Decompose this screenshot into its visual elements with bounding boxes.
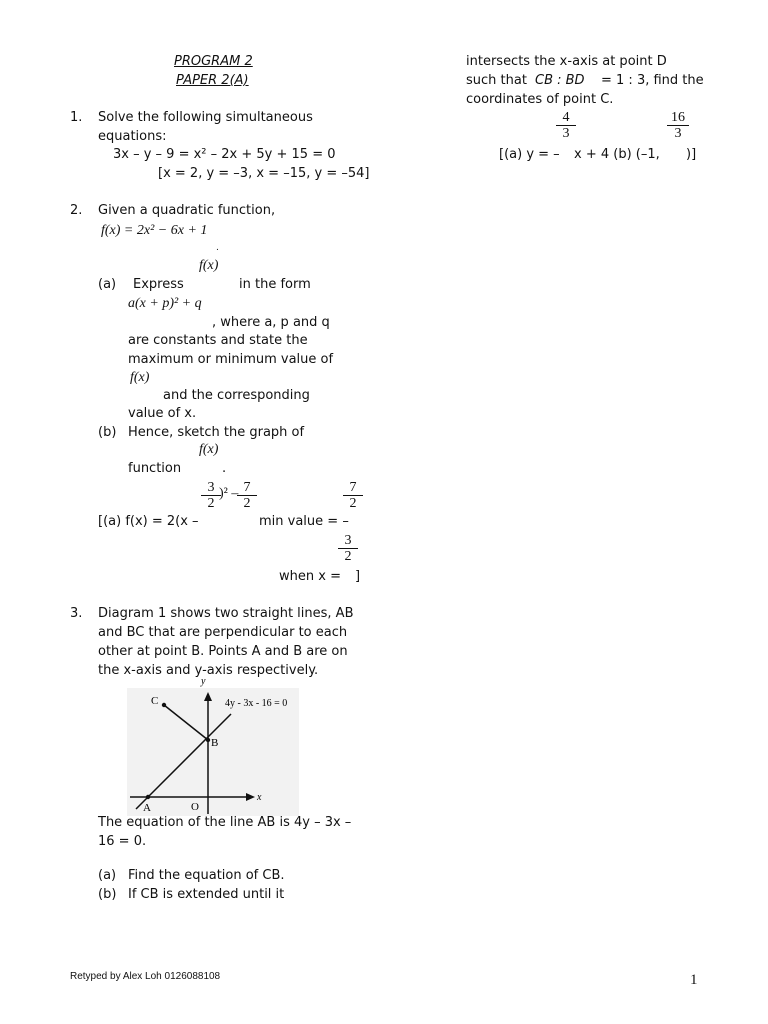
- label-o: O: [191, 801, 199, 813]
- q3-equation-line2: 16 = 0.: [98, 834, 147, 849]
- q2b-line1: Hence, sketch the graph of: [128, 425, 305, 440]
- q3-line4: the x-axis and y-axis respectively.: [98, 663, 319, 678]
- q1-equation: 3x – y – 9 = x² – 2x + 5y + 15 = 0: [113, 147, 336, 162]
- q1-number: 1.: [70, 110, 83, 125]
- q3b-label: (b): [98, 887, 117, 902]
- q3-equation-line1: The equation of the line AB is 4y – 3x –: [98, 815, 352, 830]
- label-b: B: [211, 737, 219, 749]
- q2-answer-fraction-2: $\frac{7}{2}$: [237, 480, 257, 511]
- diagram-1: [127, 676, 299, 816]
- footer-credit: Retyped by Alex Loh 0126088108: [70, 971, 221, 982]
- q2-answer-close: ]: [355, 569, 361, 584]
- paper-title: PAPER 2(A): [176, 73, 249, 88]
- q2-answer-when: when x =: [279, 569, 341, 584]
- q3a-label: (a): [98, 868, 117, 883]
- q3b-cont-line3: coordinates of point C.: [466, 92, 614, 107]
- q1-line2: equations:: [98, 129, 167, 144]
- q3-answer-fraction-1: $\frac{4}{3}$: [556, 110, 576, 141]
- q3-answer-part1: [(a) y = –: [499, 147, 560, 162]
- q2-fx-label: f(x): [199, 258, 219, 273]
- q2-answer-prefix: [(a) f(x) = 2(x –: [98, 514, 199, 529]
- q1-line1: Solve the following simultaneous: [98, 110, 313, 125]
- label-line: 4y - 3x - 16 = 0: [225, 698, 288, 709]
- label-y: y: [201, 676, 206, 687]
- q2a-express: Express: [133, 277, 184, 292]
- q2-dot: .: [216, 243, 219, 253]
- program-title: PROGRAM 2: [174, 54, 253, 69]
- q3b-cont-ratio: CB : BD: [535, 73, 585, 88]
- q2a-in-the-form: in the form: [239, 277, 311, 292]
- q2b-fx: f(x): [199, 442, 219, 457]
- q2b-line2: function: [128, 461, 182, 476]
- x-axis-arrow: [246, 793, 255, 801]
- y-axis-arrow: [204, 692, 212, 701]
- q3-line2: and BC that are perpendicular to each: [98, 625, 348, 640]
- label-x: x: [257, 792, 262, 803]
- q2-answer-fraction-1: $\frac{3}{2}$: [201, 480, 221, 511]
- q2-answer-fraction-3: $\frac{7}{2}$: [343, 480, 363, 511]
- q2a-where: , where a, p and q: [212, 315, 330, 330]
- q2b-dot: .: [222, 461, 227, 476]
- line-ab: [136, 714, 231, 809]
- point-b: [206, 738, 210, 742]
- page-number: 1: [690, 972, 698, 988]
- q2a-line4: and the corresponding: [163, 388, 310, 403]
- q3-line3: other at point B. Points A and B are on: [98, 644, 348, 659]
- q3a-text: Find the equation of CB.: [128, 868, 285, 883]
- q3-line1: Diagram 1 shows two straight lines, AB: [98, 606, 354, 621]
- q3-number: 3.: [70, 606, 83, 621]
- q3b-text: If CB is extended until it: [128, 887, 285, 902]
- q2b-label: (b): [98, 425, 117, 440]
- q2-intro: Given a quadratic function,: [98, 203, 276, 218]
- q2a-line5: value of x.: [128, 406, 197, 421]
- q3b-cont-line2-pre: such that: [466, 73, 527, 88]
- q2a-label: (a): [98, 277, 117, 292]
- q3b-cont-line1: intersects the x-axis at point D: [466, 54, 667, 69]
- q1-answer: [x = 2, y = –3, x = –15, y = –54]: [158, 166, 370, 181]
- q3-answer-part2: x + 4 (b) (–1,: [574, 147, 660, 162]
- q2a-fx: f(x): [130, 370, 150, 385]
- q2-answer-square-minus: )² –: [219, 486, 239, 501]
- q3-answer-fraction-2: $\frac{16}{3}$: [667, 110, 689, 141]
- q2-answer-min-value: min value = –: [259, 514, 349, 529]
- point-c: [162, 703, 166, 707]
- q2a-line2: are constants and state the: [128, 333, 308, 348]
- q2a-form-expression: a(x + p)² + q: [128, 296, 202, 311]
- label-c: C: [151, 695, 159, 707]
- q2-function-expression: f(x) = 2x² − 6x + 1: [101, 223, 208, 238]
- q3-answer-close: )]: [686, 147, 697, 162]
- q2a-line3: maximum or minimum value of: [128, 352, 334, 367]
- q3b-cont-line2-post: = 1 : 3, find the: [601, 73, 704, 88]
- line-bc: [164, 705, 208, 740]
- q2-answer-fraction-4: $\frac{3}{2}$: [338, 533, 358, 564]
- q2-number: 2.: [70, 203, 83, 218]
- point-a: [146, 795, 150, 799]
- label-a: A: [143, 802, 151, 814]
- diagram-svg: [127, 676, 299, 816]
